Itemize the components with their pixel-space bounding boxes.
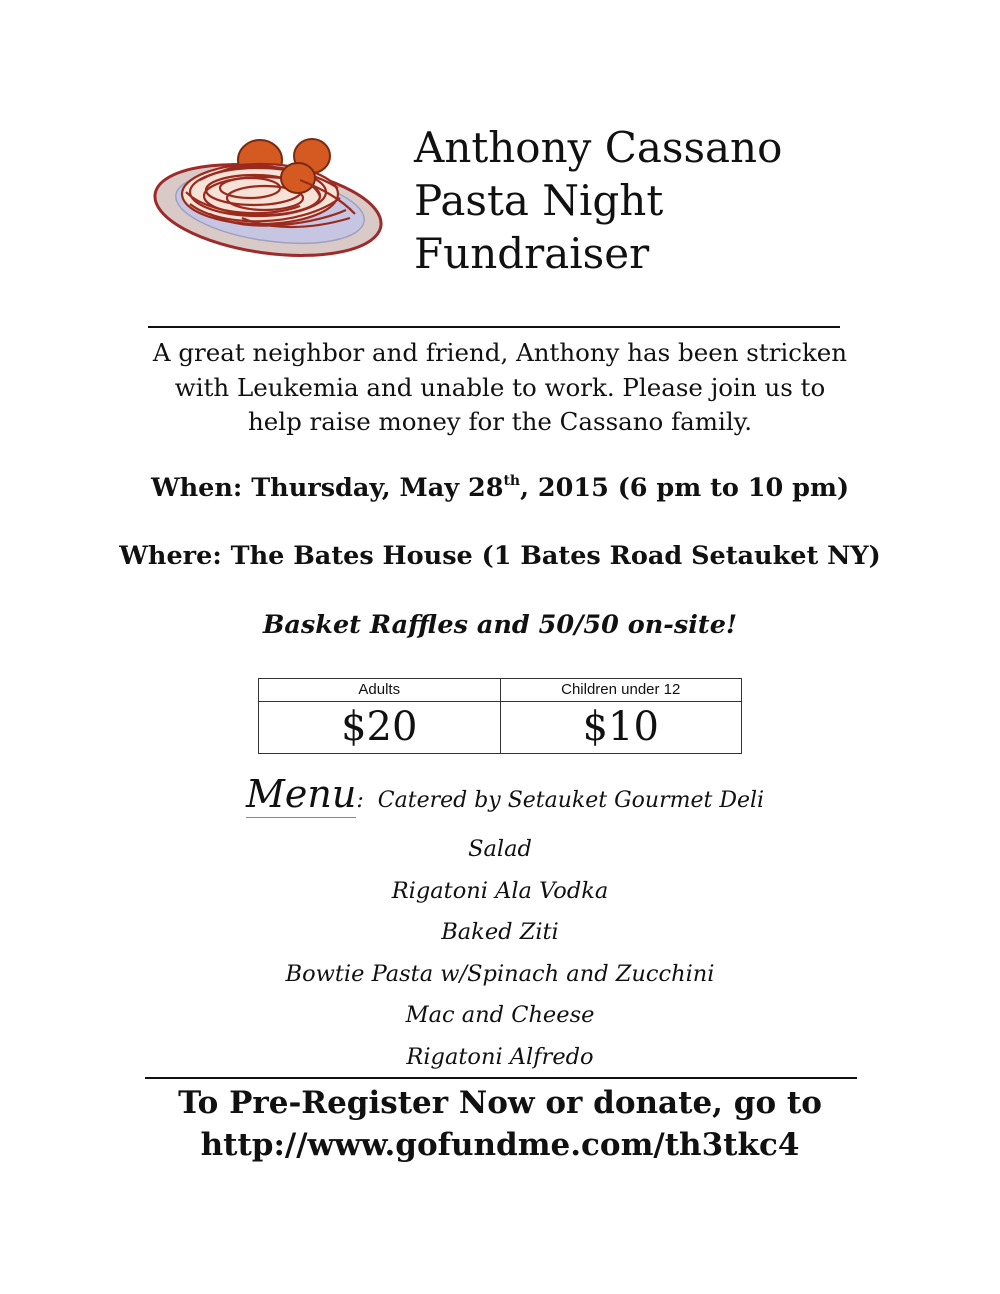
title-line-2: Pasta Night bbox=[414, 176, 664, 225]
price-header-children: Children under 12 bbox=[500, 679, 742, 702]
cta-text: To Pre-Register Now or donate, go to bbox=[178, 1085, 822, 1121]
raffle-note: Basket Raffles and 50/50 on-site! bbox=[262, 610, 738, 640]
intro-line: help raise money for the Cassano family. bbox=[247, 407, 753, 436]
when-text: When: Thursday, May 28 bbox=[150, 473, 504, 503]
when-ordinal: th bbox=[503, 473, 521, 489]
price-adults: $20 bbox=[259, 702, 501, 754]
intro-line: A great neighbor and friend, Anthony has been stricken bbox=[152, 338, 848, 367]
menu-label: Menu bbox=[246, 772, 357, 816]
event-when bbox=[50, 473, 950, 503]
donation-link[interactable]: http://www.gofundme.com/th3tkc4 bbox=[200, 1127, 800, 1163]
menu-heading bbox=[246, 770, 764, 818]
divider bbox=[145, 1077, 857, 1079]
menu-item: Mac and Cheese bbox=[405, 1002, 595, 1028]
call-to-action bbox=[50, 1082, 950, 1166]
menu-item: Salad bbox=[468, 836, 532, 862]
caterer-text: Catered by Setauket Gourmet Deli bbox=[377, 788, 765, 813]
menu-item: Rigatoni Alfredo bbox=[406, 1043, 594, 1070]
price-children: $10 bbox=[500, 702, 742, 754]
menu-list bbox=[200, 829, 800, 1078]
title-line-3: Fundraiser bbox=[414, 229, 650, 278]
event-where: Where: The Bates House (1 Bates Road Setauket NY) bbox=[119, 541, 881, 571]
page-title bbox=[414, 121, 782, 280]
divider bbox=[148, 326, 840, 328]
price-header-row bbox=[259, 679, 742, 702]
menu-item: Bowtie Pasta w/Spinach and Zucchini bbox=[285, 960, 715, 987]
intro-paragraph bbox=[100, 336, 900, 440]
intro-line: with Leukemia and unable to work. Please join us to bbox=[174, 372, 826, 402]
menu-colon: : bbox=[356, 788, 364, 813]
price-header-adults: Adults bbox=[259, 679, 501, 702]
title-line-1: Anthony Cassano bbox=[414, 123, 783, 172]
price-value-row bbox=[259, 702, 742, 754]
spaghetti-plate-icon bbox=[150, 118, 395, 268]
price-table bbox=[258, 678, 742, 754]
menu-item: Rigatoni Ala Vodka bbox=[391, 877, 609, 904]
when-time: , 2015 (6 pm to 10 pm) bbox=[520, 473, 850, 503]
menu-item: Baked Ziti bbox=[441, 919, 559, 945]
